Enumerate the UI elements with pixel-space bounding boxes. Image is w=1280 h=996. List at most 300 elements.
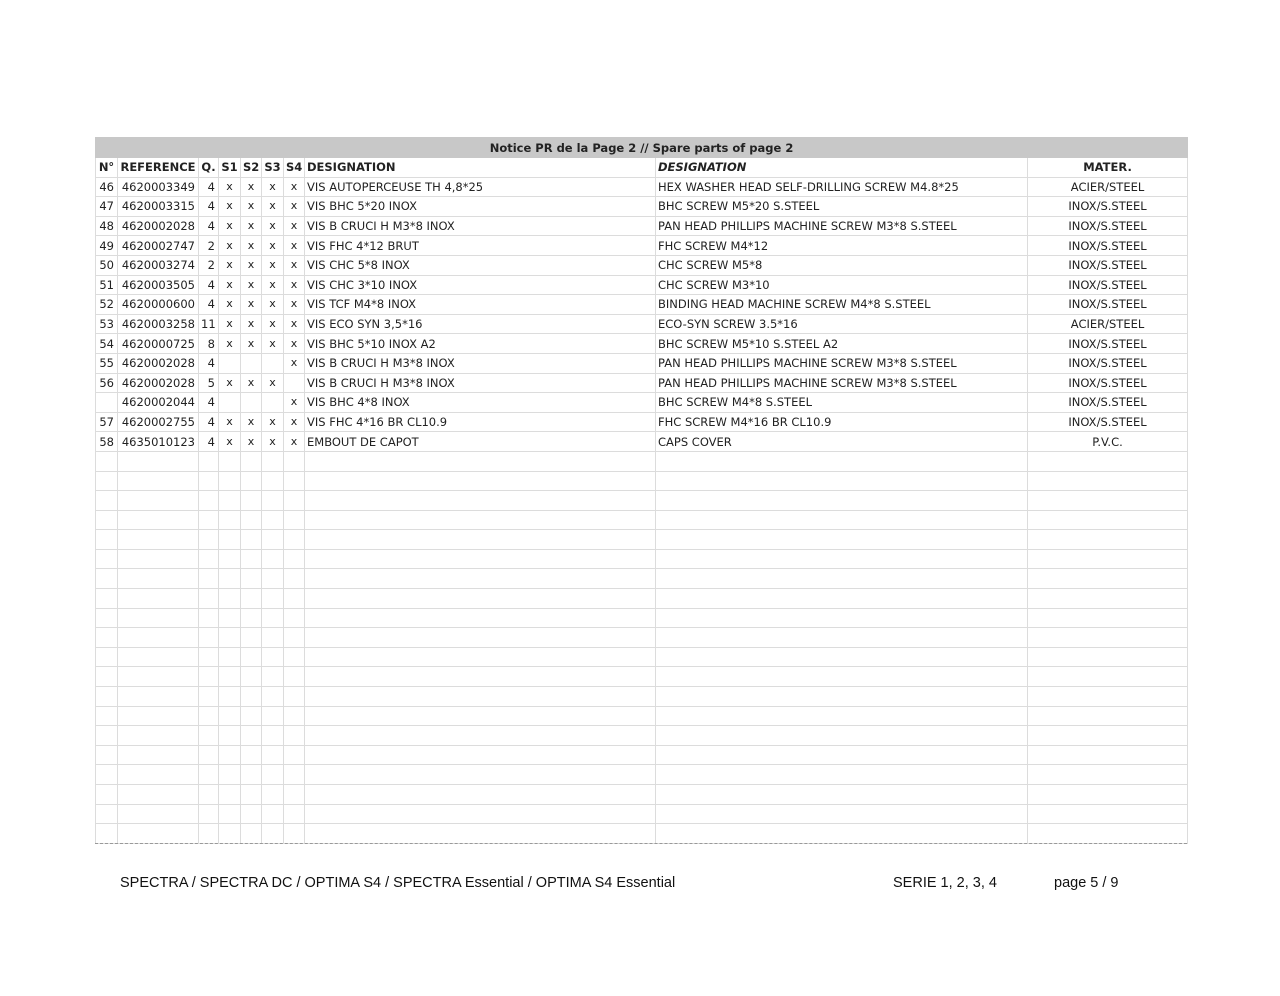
empty-cell <box>262 628 284 648</box>
row-designation-fr: VIS TCF M4*8 INOX <box>305 295 656 315</box>
empty-cell <box>656 589 1028 609</box>
empty-table-row <box>96 451 1188 471</box>
row-material: INOX/S.STEEL <box>1028 373 1188 393</box>
empty-table-row <box>96 706 1188 726</box>
empty-cell <box>219 569 241 589</box>
empty-cell <box>1028 510 1188 530</box>
empty-cell <box>96 589 118 609</box>
row-qty: 4 <box>199 295 219 315</box>
row-s1-mark: x <box>219 412 241 432</box>
header-designation-en: DESIGNATION <box>656 158 1028 178</box>
empty-cell <box>284 569 305 589</box>
empty-cell <box>219 726 241 746</box>
empty-cell <box>284 765 305 785</box>
row-designation-fr: VIS BHC 5*20 INOX <box>305 197 656 217</box>
empty-table-row <box>96 491 1188 511</box>
empty-table-row <box>96 824 1188 844</box>
empty-cell <box>284 804 305 824</box>
empty-cell <box>118 628 199 648</box>
empty-cell <box>305 706 656 726</box>
empty-cell <box>241 804 262 824</box>
empty-cell <box>305 824 656 844</box>
empty-cell <box>118 804 199 824</box>
empty-cell <box>1028 785 1188 805</box>
row-material: INOX/S.STEEL <box>1028 353 1188 373</box>
row-s3-mark: x <box>262 314 284 334</box>
spare-parts-table <box>95 137 1188 844</box>
empty-cell <box>305 608 656 628</box>
empty-cell <box>241 549 262 569</box>
row-s1-mark: x <box>219 177 241 197</box>
empty-cell <box>219 647 241 667</box>
empty-cell <box>199 804 219 824</box>
row-s1-mark <box>219 353 241 373</box>
empty-cell <box>262 589 284 609</box>
table-row <box>96 314 1188 334</box>
row-number: 47 <box>96 197 118 217</box>
empty-cell <box>656 647 1028 667</box>
row-s4-mark: x <box>284 197 305 217</box>
empty-cell <box>284 491 305 511</box>
empty-cell <box>96 510 118 530</box>
empty-cell <box>1028 569 1188 589</box>
empty-cell <box>219 628 241 648</box>
row-s1-mark: x <box>219 334 241 354</box>
row-reference: 4620003274 <box>118 255 199 275</box>
empty-cell <box>241 451 262 471</box>
row-material: INOX/S.STEEL <box>1028 197 1188 217</box>
empty-cell <box>118 647 199 667</box>
row-reference: 4620003349 <box>118 177 199 197</box>
row-material: INOX/S.STEEL <box>1028 236 1188 256</box>
row-s2-mark: x <box>241 216 262 236</box>
table-row <box>96 295 1188 315</box>
header-no: N° <box>96 158 118 178</box>
row-designation-fr: EMBOUT DE CAPOT <box>305 432 656 452</box>
empty-cell <box>305 726 656 746</box>
empty-cell <box>219 687 241 707</box>
empty-table-row <box>96 647 1188 667</box>
empty-cell <box>241 491 262 511</box>
empty-cell <box>219 549 241 569</box>
empty-table-row <box>96 765 1188 785</box>
row-s4-mark <box>284 373 305 393</box>
row-s3-mark: x <box>262 177 284 197</box>
empty-cell <box>262 667 284 687</box>
row-s2-mark: x <box>241 432 262 452</box>
empty-cell <box>199 745 219 765</box>
row-material: ACIER/STEEL <box>1028 314 1188 334</box>
row-s3-mark: x <box>262 275 284 295</box>
row-s1-mark: x <box>219 314 241 334</box>
footer-divider <box>95 843 1187 844</box>
empty-cell <box>1028 804 1188 824</box>
empty-cell <box>96 824 118 844</box>
empty-cell <box>656 549 1028 569</box>
empty-cell <box>305 549 656 569</box>
table-row <box>96 236 1188 256</box>
row-s3-mark: x <box>262 216 284 236</box>
row-reference: 4620002028 <box>118 373 199 393</box>
row-number: 51 <box>96 275 118 295</box>
empty-cell <box>118 687 199 707</box>
row-qty: 2 <box>199 255 219 275</box>
empty-table-row <box>96 589 1188 609</box>
header-s4: S4 <box>284 158 305 178</box>
empty-cell <box>284 745 305 765</box>
empty-cell <box>1028 471 1188 491</box>
empty-cell <box>219 510 241 530</box>
empty-cell <box>262 491 284 511</box>
empty-cell <box>1028 608 1188 628</box>
table-row <box>96 275 1188 295</box>
empty-cell <box>199 569 219 589</box>
empty-cell <box>241 706 262 726</box>
table-row <box>96 353 1188 373</box>
empty-table-row <box>96 745 1188 765</box>
empty-cell <box>241 687 262 707</box>
row-designation-en: BHC SCREW M5*20 S.STEEL <box>656 197 1028 217</box>
empty-cell <box>656 804 1028 824</box>
row-s1-mark: x <box>219 373 241 393</box>
empty-cell <box>305 471 656 491</box>
empty-cell <box>305 569 656 589</box>
empty-cell <box>241 726 262 746</box>
header-s2: S2 <box>241 158 262 178</box>
empty-cell <box>656 451 1028 471</box>
row-designation-en: PAN HEAD PHILLIPS MACHINE SCREW M3*8 S.STEEL <box>656 216 1028 236</box>
row-qty: 5 <box>199 373 219 393</box>
empty-cell <box>656 608 1028 628</box>
empty-cell <box>284 706 305 726</box>
row-designation-fr: VIS FHC 4*16 BR CL10.9 <box>305 412 656 432</box>
row-qty: 4 <box>199 275 219 295</box>
table-row <box>96 216 1188 236</box>
empty-cell <box>199 451 219 471</box>
empty-cell <box>284 687 305 707</box>
row-reference: 4620002747 <box>118 236 199 256</box>
row-designation-en: FHC SCREW M4*16 BR CL10.9 <box>656 412 1028 432</box>
row-designation-fr: VIS CHC 5*8 INOX <box>305 255 656 275</box>
row-reference: 4620002028 <box>118 353 199 373</box>
empty-cell <box>1028 667 1188 687</box>
empty-cell <box>284 647 305 667</box>
empty-cell <box>284 824 305 844</box>
row-number: 50 <box>96 255 118 275</box>
table-row <box>96 393 1188 413</box>
empty-cell <box>305 491 656 511</box>
row-designation-fr: VIS ECO SYN 3,5*16 <box>305 314 656 334</box>
empty-cell <box>118 824 199 844</box>
table-row <box>96 197 1188 217</box>
header-qty: Q. <box>199 158 219 178</box>
row-s2-mark: x <box>241 236 262 256</box>
empty-cell <box>305 804 656 824</box>
row-s2-mark: x <box>241 275 262 295</box>
empty-cell <box>284 510 305 530</box>
row-s3-mark: x <box>262 197 284 217</box>
row-s3-mark: x <box>262 432 284 452</box>
header-row <box>96 158 1188 178</box>
empty-cell <box>96 785 118 805</box>
empty-cell <box>118 745 199 765</box>
row-designation-en: ECO-SYN SCREW 3.5*16 <box>656 314 1028 334</box>
row-designation-en: PAN HEAD PHILLIPS MACHINE SCREW M3*8 S.STEEL <box>656 353 1028 373</box>
empty-cell <box>241 647 262 667</box>
empty-cell <box>262 765 284 785</box>
footer-page-number: page 5 / 9 <box>1054 875 1119 891</box>
row-s2-mark: x <box>241 197 262 217</box>
empty-cell <box>199 530 219 550</box>
row-qty: 8 <box>199 334 219 354</box>
empty-cell <box>1028 647 1188 667</box>
footer-series: SERIE 1, 2, 3, 4 <box>893 875 997 891</box>
header-designation-fr: DESIGNATION <box>305 158 656 178</box>
empty-cell <box>241 608 262 628</box>
empty-cell <box>262 804 284 824</box>
empty-cell <box>219 471 241 491</box>
empty-cell <box>219 491 241 511</box>
empty-cell <box>219 608 241 628</box>
empty-cell <box>199 491 219 511</box>
row-qty: 2 <box>199 236 219 256</box>
empty-cell <box>262 745 284 765</box>
row-number: 46 <box>96 177 118 197</box>
empty-cell <box>1028 726 1188 746</box>
empty-cell <box>96 569 118 589</box>
empty-cell <box>118 589 199 609</box>
empty-cell <box>262 569 284 589</box>
row-material: INOX/S.STEEL <box>1028 275 1188 295</box>
empty-cell <box>96 706 118 726</box>
table-row <box>96 432 1188 452</box>
empty-cell <box>305 667 656 687</box>
row-s2-mark: x <box>241 334 262 354</box>
row-s3-mark <box>262 393 284 413</box>
empty-cell <box>241 765 262 785</box>
row-s3-mark: x <box>262 236 284 256</box>
empty-cell <box>219 785 241 805</box>
empty-cell <box>241 628 262 648</box>
empty-cell <box>305 510 656 530</box>
empty-cell <box>656 706 1028 726</box>
row-s4-mark: x <box>284 255 305 275</box>
header-reference: REFERENCE <box>118 158 199 178</box>
empty-cell <box>284 628 305 648</box>
table-row <box>96 255 1188 275</box>
empty-cell <box>118 726 199 746</box>
row-material: INOX/S.STEEL <box>1028 334 1188 354</box>
empty-cell <box>96 451 118 471</box>
row-designation-en: CHC SCREW M5*8 <box>656 255 1028 275</box>
empty-cell <box>284 726 305 746</box>
empty-table-row <box>96 530 1188 550</box>
empty-cell <box>219 824 241 844</box>
row-reference: 4635010123 <box>118 432 199 452</box>
row-s4-mark: x <box>284 295 305 315</box>
row-material: ACIER/STEEL <box>1028 177 1188 197</box>
empty-cell <box>262 530 284 550</box>
empty-cell <box>199 687 219 707</box>
header-s3: S3 <box>262 158 284 178</box>
row-designation-fr: VIS B CRUCI H M3*8 INOX <box>305 216 656 236</box>
empty-table-row <box>96 804 1188 824</box>
row-s1-mark: x <box>219 275 241 295</box>
row-qty: 4 <box>199 393 219 413</box>
empty-cell <box>96 726 118 746</box>
empty-table-row <box>96 687 1188 707</box>
row-material: P.V.C. <box>1028 432 1188 452</box>
row-material: INOX/S.STEEL <box>1028 216 1188 236</box>
empty-cell <box>656 765 1028 785</box>
empty-cell <box>262 785 284 805</box>
empty-cell <box>219 706 241 726</box>
row-designation-fr: VIS B CRUCI H M3*8 INOX <box>305 373 656 393</box>
row-number: 49 <box>96 236 118 256</box>
empty-cell <box>199 471 219 491</box>
empty-cell <box>262 726 284 746</box>
row-s1-mark: x <box>219 197 241 217</box>
empty-cell <box>262 824 284 844</box>
row-s2-mark: x <box>241 373 262 393</box>
empty-table-row <box>96 471 1188 491</box>
empty-cell <box>118 549 199 569</box>
row-qty: 4 <box>199 353 219 373</box>
row-s2-mark: x <box>241 177 262 197</box>
header-material: MATER. <box>1028 158 1188 178</box>
empty-cell <box>656 510 1028 530</box>
row-s2-mark: x <box>241 314 262 334</box>
row-material: INOX/S.STEEL <box>1028 295 1188 315</box>
row-s3-mark: x <box>262 255 284 275</box>
empty-cell <box>96 667 118 687</box>
empty-cell <box>1028 824 1188 844</box>
row-number: 55 <box>96 353 118 373</box>
row-reference: 4620002755 <box>118 412 199 432</box>
empty-cell <box>96 471 118 491</box>
row-reference: 4620002028 <box>118 216 199 236</box>
empty-cell <box>305 745 656 765</box>
empty-cell <box>199 549 219 569</box>
row-number: 48 <box>96 216 118 236</box>
empty-cell <box>1028 706 1188 726</box>
empty-cell <box>96 549 118 569</box>
empty-cell <box>656 687 1028 707</box>
row-material: INOX/S.STEEL <box>1028 412 1188 432</box>
empty-cell <box>96 628 118 648</box>
row-designation-en: HEX WASHER HEAD SELF-DRILLING SCREW M4.8*25 <box>656 177 1028 197</box>
empty-cell <box>199 726 219 746</box>
row-reference: 4620003505 <box>118 275 199 295</box>
row-reference: 4620003315 <box>118 197 199 217</box>
row-s4-mark: x <box>284 177 305 197</box>
empty-cell <box>1028 745 1188 765</box>
row-reference: 4620003258 <box>118 314 199 334</box>
empty-table-row <box>96 569 1188 589</box>
row-number <box>96 393 118 413</box>
empty-cell <box>656 785 1028 805</box>
empty-cell <box>241 510 262 530</box>
row-s2-mark: x <box>241 255 262 275</box>
row-reference: 4620000725 <box>118 334 199 354</box>
empty-cell <box>96 765 118 785</box>
row-qty: 4 <box>199 216 219 236</box>
row-designation-fr: VIS CHC 3*10 INOX <box>305 275 656 295</box>
empty-cell <box>118 451 199 471</box>
empty-cell <box>305 589 656 609</box>
empty-table-row <box>96 628 1188 648</box>
row-qty: 4 <box>199 197 219 217</box>
empty-cell <box>199 628 219 648</box>
row-s2-mark <box>241 393 262 413</box>
empty-cell <box>219 765 241 785</box>
row-material: INOX/S.STEEL <box>1028 393 1188 413</box>
row-designation-fr: VIS FHC 4*12 BRUT <box>305 236 656 256</box>
empty-cell <box>199 765 219 785</box>
empty-cell <box>219 530 241 550</box>
empty-cell <box>118 491 199 511</box>
row-number: 54 <box>96 334 118 354</box>
empty-cell <box>284 667 305 687</box>
empty-cell <box>241 569 262 589</box>
empty-cell <box>199 510 219 530</box>
empty-cell <box>1028 549 1188 569</box>
empty-table-row <box>96 785 1188 805</box>
empty-cell <box>1028 451 1188 471</box>
row-designation-en: BINDING HEAD MACHINE SCREW M4*8 S.STEEL <box>656 295 1028 315</box>
empty-cell <box>118 608 199 628</box>
row-designation-en: BHC SCREW M5*10 S.STEEL A2 <box>656 334 1028 354</box>
spare-parts-sheet <box>95 137 1187 844</box>
empty-cell <box>118 667 199 687</box>
empty-cell <box>118 785 199 805</box>
empty-cell <box>1028 765 1188 785</box>
empty-table-row <box>96 608 1188 628</box>
empty-cell <box>284 785 305 805</box>
empty-table-row <box>96 667 1188 687</box>
empty-cell <box>96 687 118 707</box>
row-designation-en: FHC SCREW M4*12 <box>656 236 1028 256</box>
empty-cell <box>262 510 284 530</box>
row-number: 56 <box>96 373 118 393</box>
row-s1-mark: x <box>219 295 241 315</box>
row-s3-mark: x <box>262 373 284 393</box>
empty-cell <box>241 667 262 687</box>
table-row <box>96 373 1188 393</box>
empty-cell <box>305 765 656 785</box>
empty-cell <box>305 647 656 667</box>
row-qty: 4 <box>199 177 219 197</box>
empty-cell <box>1028 530 1188 550</box>
row-s1-mark: x <box>219 432 241 452</box>
row-s4-mark: x <box>284 314 305 334</box>
row-s3-mark: x <box>262 295 284 315</box>
empty-cell <box>241 785 262 805</box>
empty-cell <box>656 824 1028 844</box>
empty-cell <box>284 471 305 491</box>
row-s4-mark: x <box>284 412 305 432</box>
row-number: 52 <box>96 295 118 315</box>
empty-cell <box>219 451 241 471</box>
empty-cell <box>118 765 199 785</box>
row-s1-mark: x <box>219 255 241 275</box>
empty-table-row <box>96 510 1188 530</box>
empty-cell <box>96 647 118 667</box>
row-number: 58 <box>96 432 118 452</box>
row-qty: 11 <box>199 314 219 334</box>
header-s1: S1 <box>219 158 241 178</box>
empty-cell <box>262 706 284 726</box>
